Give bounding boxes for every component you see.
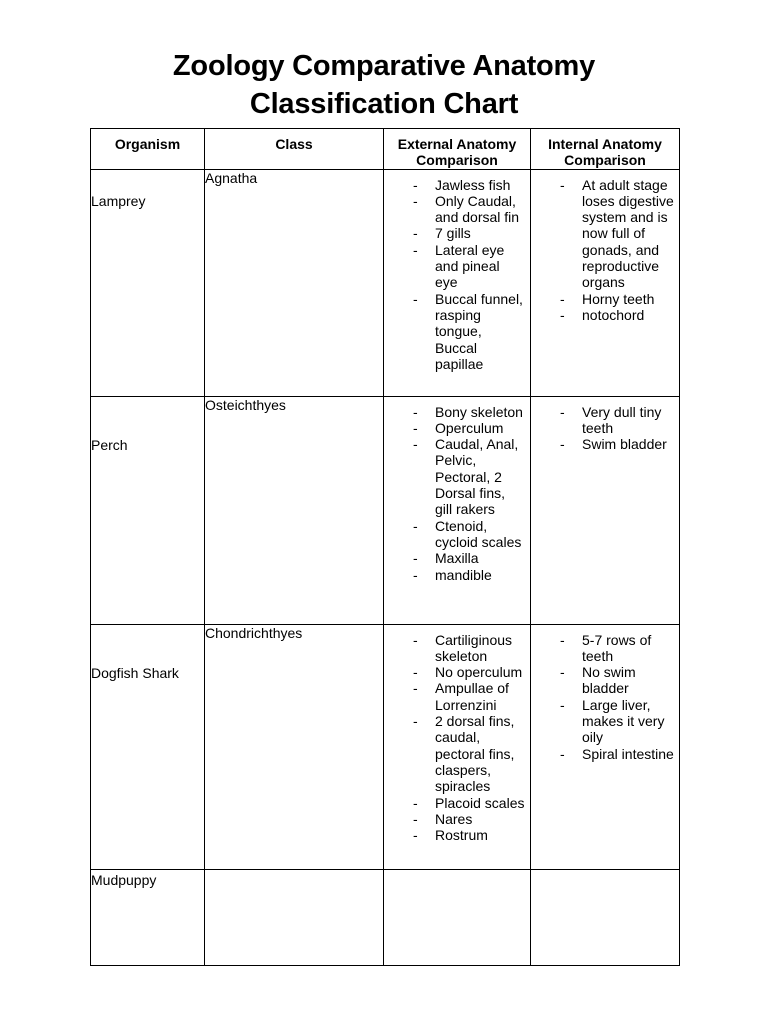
list-item: - 2 dorsal fins, caudal, pectoral fins, claspers, spiracles [384,713,526,794]
organism-name: Dogfish Shark [91,664,179,681]
list-item: - Very dull tiny teeth [531,404,675,437]
organism-name: Mudpuppy [91,871,157,888]
list-item: - Large liver, makes it very oily [531,697,675,746]
list-item: - Spiral intestine [531,746,675,762]
internal-anatomy-list [531,170,679,324]
organism-cell [91,624,205,869]
organism-cell [91,396,205,624]
organism-cell [91,169,205,396]
list-item: - 5-7 rows of teeth [531,632,675,665]
organism-cell [91,869,205,965]
class-cell [205,869,384,965]
list-item: - Cartiliginous skeleton [384,632,526,665]
title-line-2: Classification Chart [249,88,519,120]
list-item: - Rostrum [384,827,526,843]
internal-anatomy-cell [531,169,680,396]
internal-anatomy-list [531,625,679,762]
page-title [0,47,768,123]
internal-anatomy-cell [531,869,680,965]
list-item: - Horny teeth [531,291,675,307]
list-item: - Bony skeleton [384,404,526,420]
external-anatomy-list [384,170,530,373]
header-internal-line-1: Internal Anatomy [548,136,662,152]
class-cell: Chondrichthyes [205,624,384,869]
external-anatomy-list [384,397,530,583]
external-anatomy-list [384,625,530,844]
header-external-line-2: Comparison [416,152,498,169]
list-item: - Only Caudal, and dorsal fin [384,193,526,226]
table-row [91,169,680,396]
class-cell: Agnatha [205,169,384,396]
list-item: - Buccal funnel, rasping tongue, Buccal papillae [384,291,526,372]
table-row [91,396,680,624]
list-item: - At adult stage loses digestive system and is now full of gonads, and reproductive organs [531,177,675,291]
list-item: - Jawless fish [384,177,526,193]
list-item: - Ampullae of Lorrenzini [384,680,526,713]
internal-anatomy-cell [531,624,680,869]
table-row [91,869,680,965]
title-line-1: Zoology Comparative Anatomy [172,50,596,82]
external-anatomy-cell [384,169,531,396]
header-internal-anatomy [531,129,680,170]
table-header-row [91,129,680,170]
list-item: - 7 gills [384,225,526,241]
list-item: - Nares [384,811,526,827]
list-item: - Maxilla [384,550,526,566]
list-item: - notochord [531,307,675,323]
list-item: - Swim bladder [531,436,675,452]
internal-anatomy-cell [531,396,680,624]
list-item: - No operculum [384,664,526,680]
list-item: - No swim bladder [531,664,675,697]
organism-name: Perch [91,436,128,453]
external-anatomy-cell [384,624,531,869]
organism-name: Lamprey [91,192,146,209]
header-external-line-1: External Anatomy [397,136,517,152]
list-item: - Placoid scales [384,795,526,811]
class-cell: Osteichthyes [205,396,384,624]
table-row [91,624,680,869]
classification-table [90,128,680,966]
header-external-anatomy [384,129,531,170]
list-item: - Caudal, Anal, Pelvic, Pectoral, 2 Dorsal fins, gill rakers [384,436,526,517]
internal-anatomy-list [531,397,679,453]
header-organism: Organism [91,129,205,170]
list-item: - Lateral eye and pineal eye [384,242,526,291]
list-item: - Ctenoid, cycloid scales [384,518,526,551]
external-anatomy-cell [384,396,531,624]
external-anatomy-cell [384,869,531,965]
list-item: - mandible [384,567,526,583]
list-item: - Operculum [384,420,526,436]
header-internal-line-2: Comparison [564,152,646,169]
header-class: Class [205,129,384,170]
